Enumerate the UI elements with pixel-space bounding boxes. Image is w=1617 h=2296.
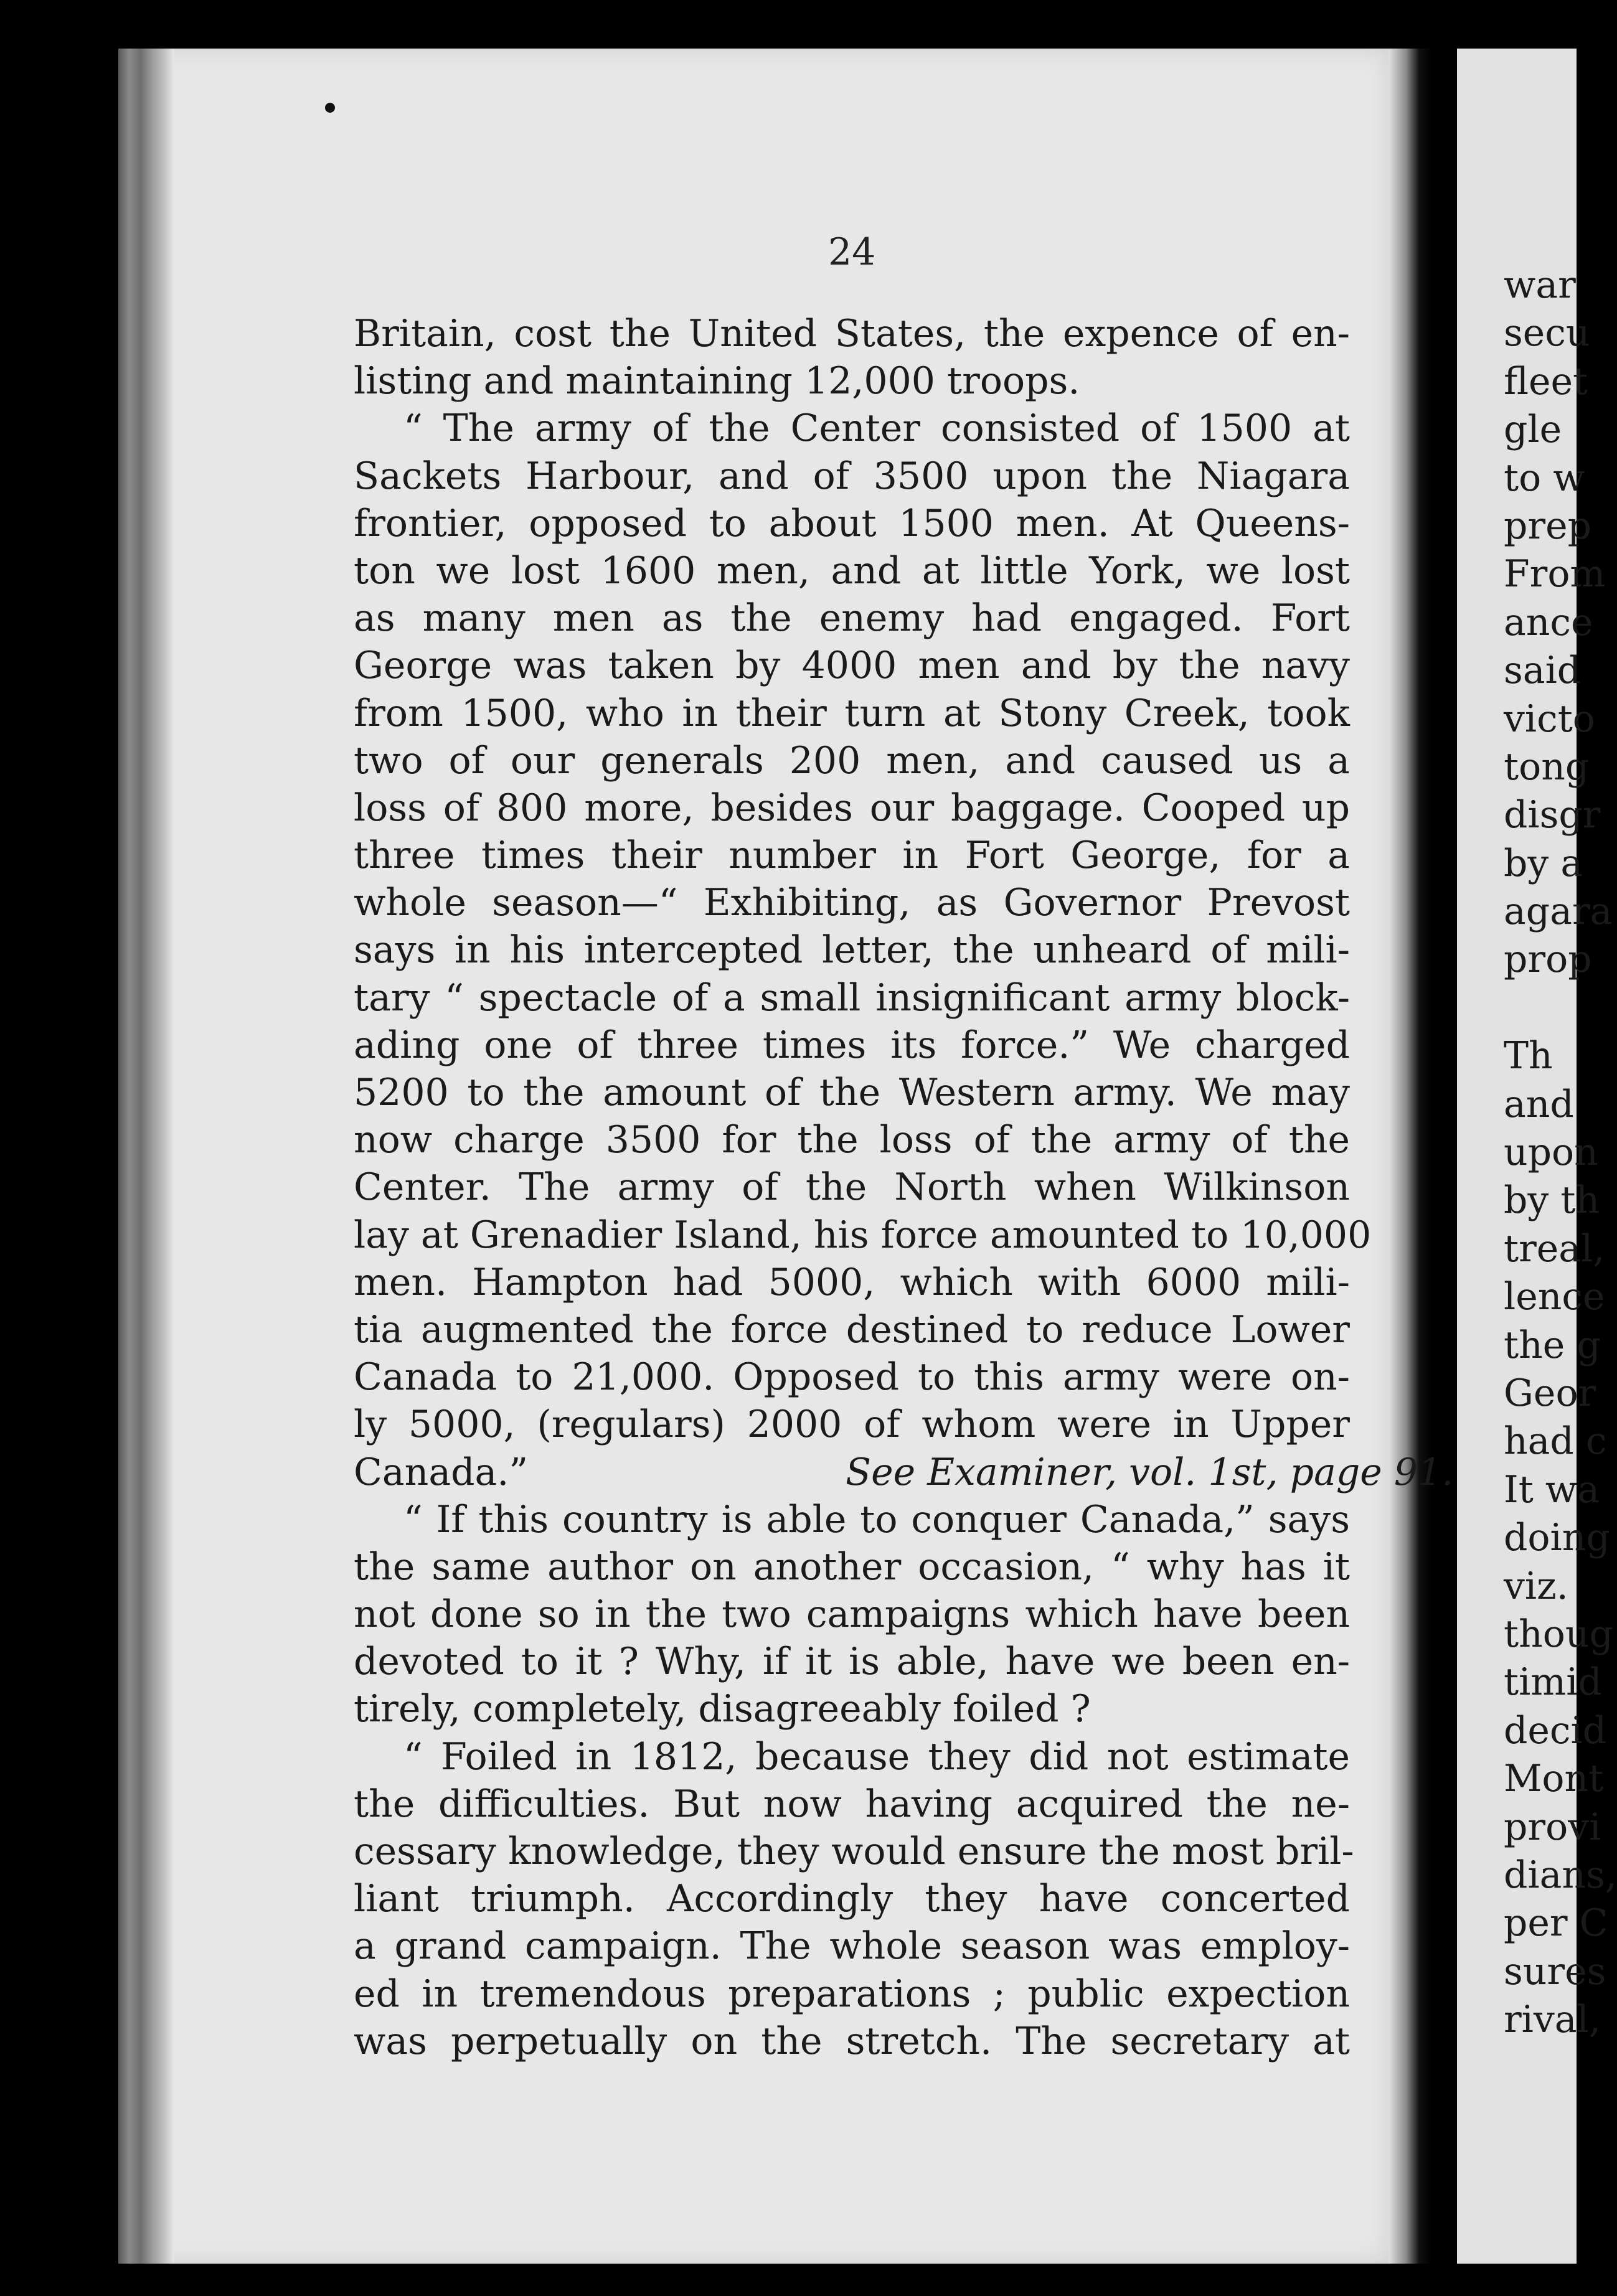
fragment-line: Geor bbox=[1504, 1371, 1596, 1415]
fragment-line: lence bbox=[1504, 1275, 1605, 1319]
line-text: Center. The army of the North when Wilkinson bbox=[354, 1165, 1350, 1210]
text-line bbox=[354, 1543, 1350, 1591]
text-line bbox=[354, 1306, 1350, 1353]
line-text: a grand campaign. The whole season was employ- bbox=[354, 1924, 1350, 1969]
fragment-line: decid bbox=[1504, 1708, 1607, 1753]
fragment-line: timid bbox=[1504, 1660, 1602, 1705]
line-text: ly 5000, (regulars) 2000 of whom were in Upper bbox=[354, 1403, 1350, 1447]
fragment-line: provi bbox=[1504, 1805, 1601, 1849]
right-page-text-fragment bbox=[1504, 261, 1617, 2044]
text-line bbox=[354, 1069, 1350, 1116]
fragment-line: From bbox=[1504, 552, 1606, 596]
line-text: devoted to it ? Why, if it is able, have we been en- bbox=[354, 1640, 1350, 1684]
line-text: from 1500, who in their turn at Stony Creek, took bbox=[354, 691, 1350, 735]
line-text: as many men as the enemy had engaged. Fort bbox=[354, 596, 1350, 641]
line-text: whole season—“ Exhibiting, as Governor Prevost bbox=[354, 881, 1350, 925]
book-gutter bbox=[1388, 49, 1432, 2264]
text-line bbox=[354, 1401, 1350, 1448]
line-text: cessary knowledge, they would ensure the most bril- bbox=[354, 1830, 1354, 1873]
line-text: Canada.” bbox=[354, 1450, 529, 1494]
text-line bbox=[354, 1022, 1350, 1069]
fragment-line: doing bbox=[1504, 1516, 1610, 1560]
line-text: was perpetually on the stretch. The secretary at bbox=[354, 2019, 1350, 2063]
line-text: “ The army of the Center consisted of 1500 at bbox=[403, 407, 1350, 451]
text-line bbox=[354, 1922, 1350, 1970]
fragment-line: fleet bbox=[1504, 359, 1588, 403]
text-line bbox=[354, 1828, 1354, 1875]
line-text: Canada to 21,000. Opposed to this army were on- bbox=[354, 1355, 1350, 1400]
text-line bbox=[354, 1449, 1454, 1496]
text-line bbox=[354, 690, 1350, 737]
fragment-line: secu bbox=[1504, 311, 1590, 355]
paragraph-gap bbox=[1504, 984, 1617, 1032]
line-text: tirely, completely, disagreeably foiled ? bbox=[354, 1687, 1091, 1731]
line-text: “ Foiled in 1812, because they did not estimate bbox=[403, 1734, 1350, 1779]
fragment-line: Mont bbox=[1504, 1757, 1604, 1801]
text-line bbox=[354, 2018, 1350, 2065]
line-text: listing and maintaining 12,000 troops. bbox=[354, 359, 1080, 403]
fragment-line: the g bbox=[1504, 1323, 1601, 1367]
text-line bbox=[354, 547, 1350, 595]
fragment-line: rival, bbox=[1504, 1998, 1601, 2042]
text-line bbox=[354, 453, 1350, 500]
text-line bbox=[354, 1875, 1350, 1922]
text-line bbox=[354, 642, 1350, 689]
fragment-line: agara bbox=[1504, 890, 1613, 934]
fragment-line: gle bbox=[1504, 408, 1562, 452]
line-text: frontier, opposed to about 1500 men. At Queens- bbox=[354, 501, 1350, 545]
line-text: lay at Grenadier Island, his force amounted to 10,000 bbox=[354, 1213, 1372, 1257]
line-text: the same author on another occasion, “ why has it bbox=[354, 1545, 1350, 1589]
fragment-line: and bbox=[1504, 1082, 1574, 1126]
fragment-line: had c bbox=[1504, 1419, 1607, 1464]
line-text: loss of 800 more, besides our baggage. Cooped up bbox=[354, 786, 1350, 830]
right-page-paragraph-2 bbox=[1504, 1032, 1617, 2044]
page-binding-edge bbox=[118, 49, 174, 2264]
line-text: “ If this country is able to conquer Canada,” says bbox=[403, 1497, 1350, 1541]
line-text: ton we lost 1600 men, and at little York, we lost bbox=[354, 548, 1350, 593]
fragment-line: prep bbox=[1504, 504, 1592, 548]
line-text: two of our generals 200 men, and caused us a bbox=[354, 738, 1350, 783]
text-line bbox=[354, 879, 1350, 926]
line-text: Sackets Harbour, and of 3500 upon the Niagara bbox=[354, 454, 1350, 498]
text-line bbox=[354, 926, 1350, 974]
text-line bbox=[354, 1164, 1350, 1211]
line-text: tary “ spectacle of a small insignificant army block- bbox=[354, 976, 1350, 1020]
line-text: the difficulties. But now having acquired the ne- bbox=[354, 1782, 1350, 1826]
text-line bbox=[354, 1496, 1350, 1543]
line-text: now charge 3500 for the loss of the army of the bbox=[354, 1118, 1350, 1162]
text-line bbox=[354, 974, 1350, 1022]
line-text: ed in tremendous preparations ; public expection bbox=[354, 1972, 1350, 2016]
text-line bbox=[354, 1259, 1350, 1306]
fragment-line: ance bbox=[1504, 600, 1593, 644]
fragment-line: prop bbox=[1504, 938, 1592, 982]
fragment-line: It wa bbox=[1504, 1467, 1600, 1512]
text-line bbox=[354, 1591, 1350, 1638]
line-text: tia augmented the force destined to reduce Lower bbox=[354, 1307, 1350, 1352]
fragment-line: disgr bbox=[1504, 793, 1601, 837]
fragment-line: tong bbox=[1504, 745, 1590, 789]
text-line bbox=[354, 1638, 1350, 1685]
fragment-line: thoug bbox=[1504, 1612, 1613, 1656]
page-number: 24 bbox=[828, 230, 876, 274]
text-line bbox=[354, 1781, 1350, 1828]
fragment-line: said bbox=[1504, 649, 1582, 693]
fragment-line: to w bbox=[1504, 456, 1585, 500]
text-line bbox=[354, 832, 1350, 879]
fragment-line: viz. bbox=[1504, 1564, 1568, 1608]
text-line bbox=[354, 1733, 1350, 1781]
text-line bbox=[354, 1212, 1372, 1259]
fragment-line: by a bbox=[1504, 841, 1583, 885]
fragment-line: dians, bbox=[1504, 1853, 1617, 1897]
text-line bbox=[354, 1353, 1350, 1401]
text-line bbox=[354, 1685, 1350, 1733]
fragment-line: Th bbox=[1504, 1034, 1553, 1078]
fragment-line: per C bbox=[1504, 1901, 1608, 1945]
ink-dot-mark bbox=[325, 103, 335, 113]
text-line bbox=[354, 737, 1350, 784]
line-text: Britain, cost the United States, the expence of en- bbox=[354, 312, 1350, 355]
line-text: says in his intercepted letter, the unheard of mili- bbox=[354, 928, 1350, 972]
line-text: three times their number in Fort George, for a bbox=[354, 834, 1350, 878]
line-text: 5200 to the amount of the Western army. We may bbox=[354, 1071, 1350, 1114]
fragment-line: treal, bbox=[1504, 1226, 1605, 1271]
line-text: ading one of three times its force.” We charged bbox=[354, 1023, 1350, 1067]
main-text-block bbox=[354, 310, 1454, 2065]
fragment-line: sures bbox=[1504, 1949, 1606, 1993]
line-text: George was taken by 4000 men and by the navy bbox=[354, 644, 1350, 688]
right-page-paragraph-1 bbox=[1504, 261, 1617, 984]
text-line bbox=[354, 357, 1350, 405]
text-line bbox=[354, 500, 1350, 547]
text-line bbox=[354, 1116, 1350, 1164]
line-text: men. Hampton had 5000, which with 6000 mili- bbox=[354, 1260, 1350, 1304]
text-line bbox=[354, 595, 1350, 642]
text-line bbox=[354, 1970, 1350, 2018]
fragment-line: victo bbox=[1504, 697, 1595, 741]
line-text: not done so in the two campaigns which have been bbox=[354, 1593, 1350, 1637]
text-line bbox=[354, 784, 1350, 832]
fragment-line: by th bbox=[1504, 1179, 1600, 1223]
text-line bbox=[354, 405, 1350, 452]
text-line bbox=[354, 310, 1350, 357]
fragment-line: war bbox=[1504, 263, 1576, 307]
line-text: liant triumph. Accordingly they have concerted bbox=[354, 1877, 1350, 1921]
citation: See Examiner, vol. 1st, page 91. bbox=[846, 1450, 1454, 1494]
fragment-line: upon bbox=[1504, 1131, 1598, 1175]
